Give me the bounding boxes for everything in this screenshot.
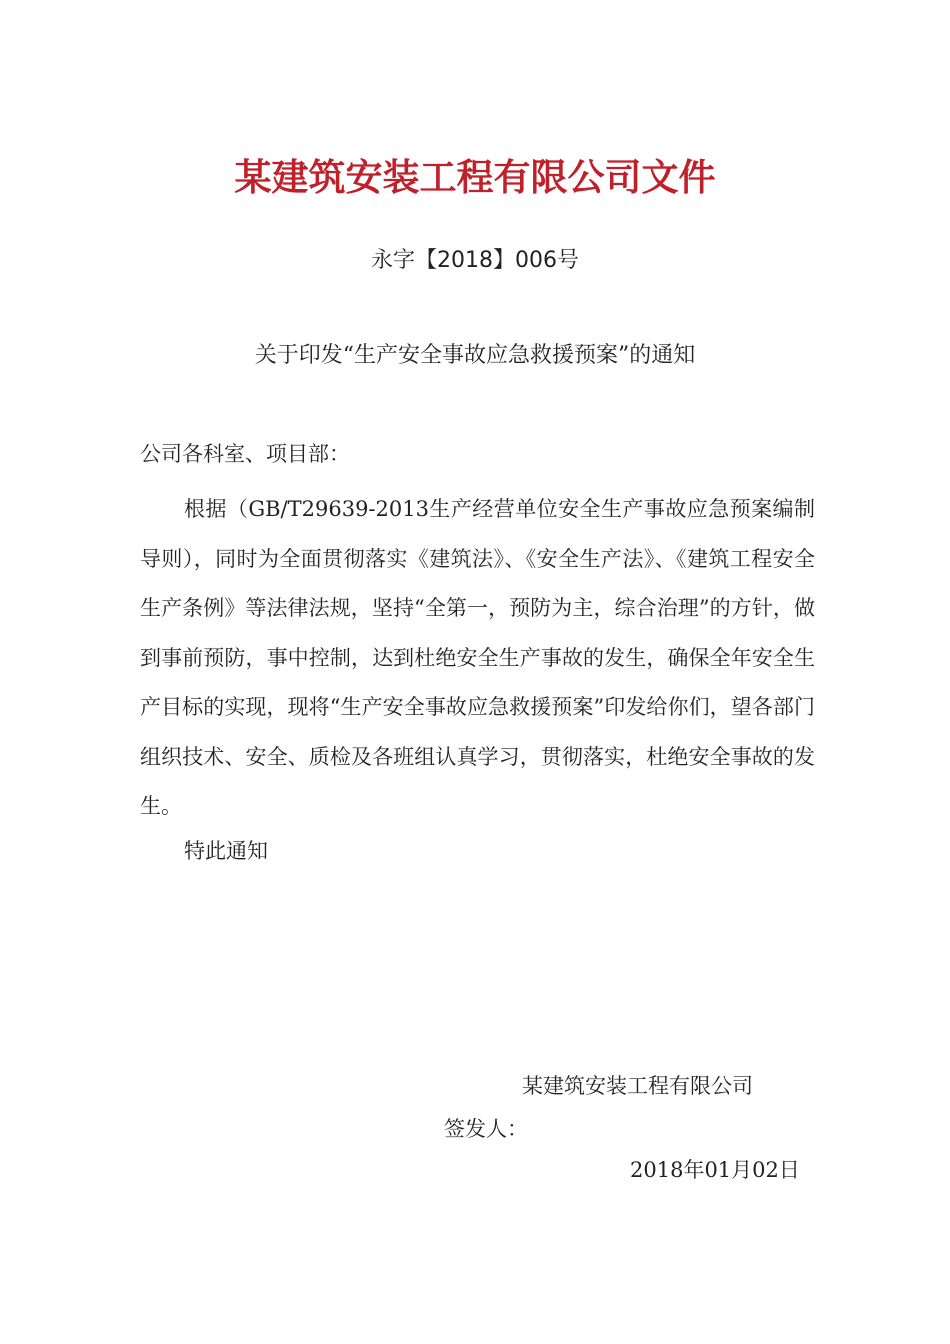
document-number: 永字【2018】006号 xyxy=(371,248,579,273)
signature-signer-label: 签发人： xyxy=(444,1117,528,1141)
notice-subject: 关于印发“生产安全事故应急救援预案”的通知 xyxy=(254,343,696,368)
notice-body-paragraph: 根据（GB/T29639-2013生产经营单位安全生产事故应急预案编制导则），同时为全面贯彻落实《建筑法》、《安全生产法》、《建筑工程安全生产条例》等法律法规，坚持“全第一，预防为主，综合治理”的方针，做到事前预防，事中控制，达到杜绝安全生产事故的发生，确保全年安全生产目标的实现，现将“生产安全事故应急救援预案”印发给你们，望各部门组织技术、安全、质检及各班组认真学习，贯彻落实，杜绝安全事故的发生。 xyxy=(140,497,815,818)
signature-company: 某建筑安装工程有限公司 xyxy=(522,1074,753,1098)
document-header-title: 某建筑安装工程有限公司文件 xyxy=(234,156,716,199)
signature-date: 2018年01月02日 xyxy=(630,1158,800,1182)
closing-line: 特此通知 xyxy=(184,839,268,863)
recipient-line: 公司各科室、项目部： xyxy=(140,442,350,466)
